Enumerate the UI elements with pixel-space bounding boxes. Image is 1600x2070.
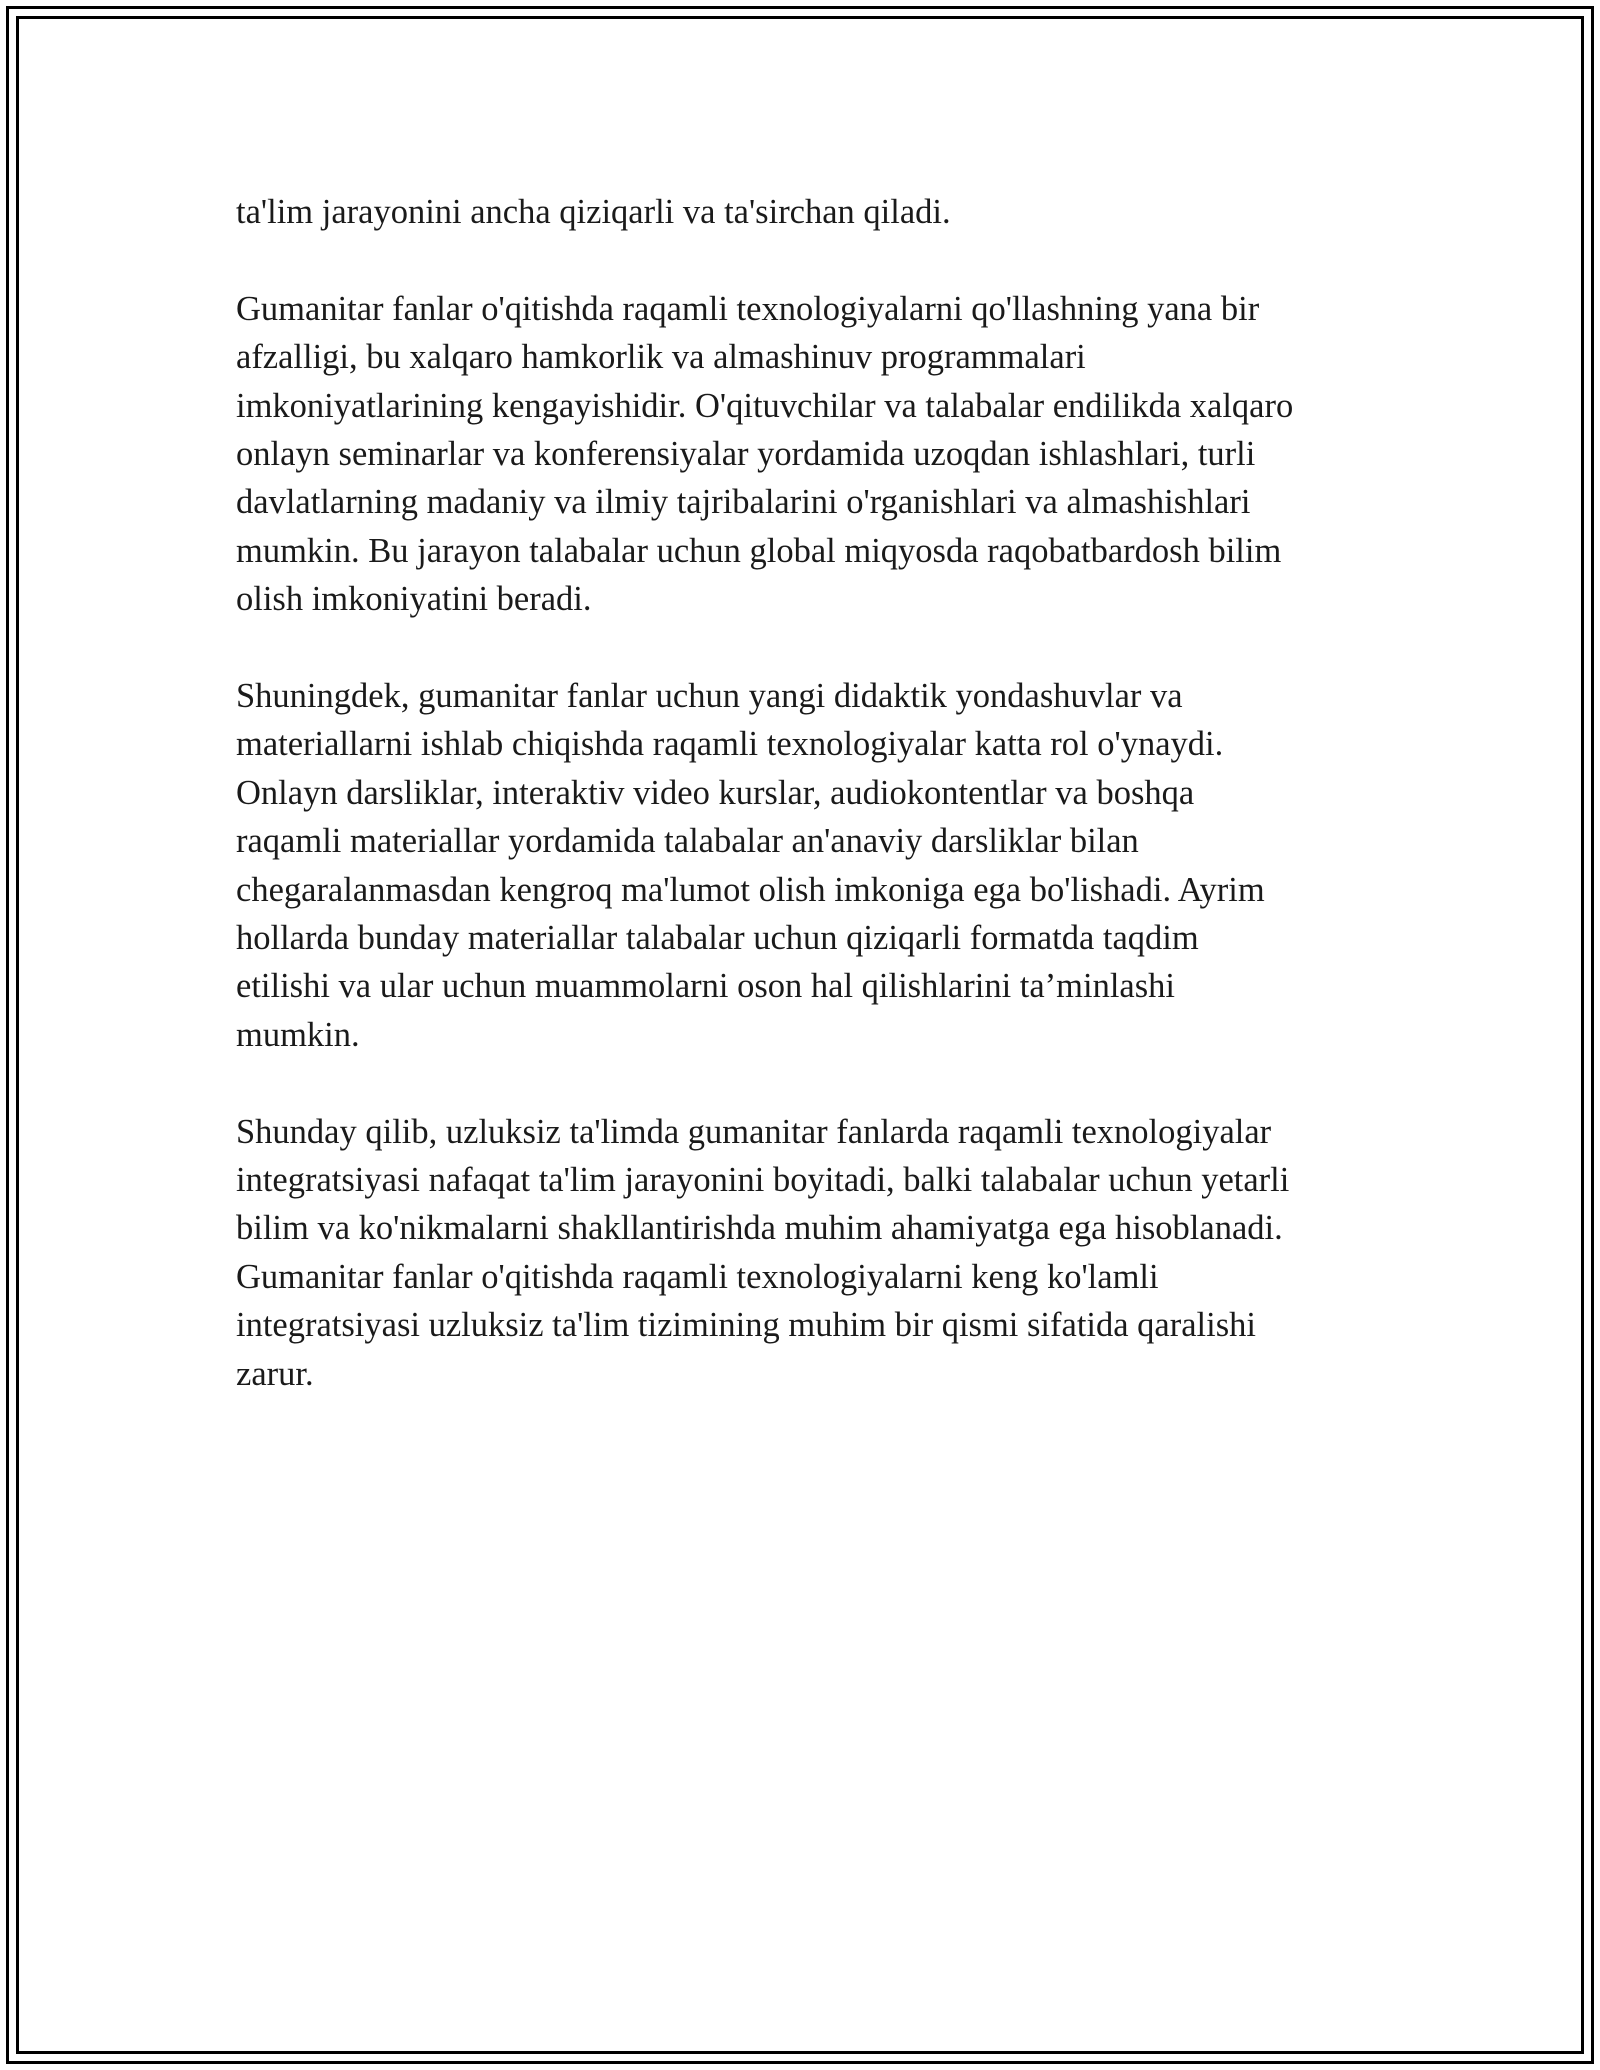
text-line: Shunday qilib, uzluksiz ta'limda gumanitar fanlarda raqamli texnologiyalar <box>236 1112 1272 1151</box>
text-line: hollarda bunday materiallar talabalar uchun qiziqarli formatda taqdim <box>236 919 1199 958</box>
paragraph-2 <box>236 285 1366 624</box>
paragraph-3 <box>236 672 1366 1059</box>
text-line: bilim va ko'nikmalarni shakllantirishda muhim ahamiyatga ega hisoblanadi. <box>236 1209 1283 1248</box>
text-line: integratsiyasi nafaqat ta'lim jarayonini boyitadi, balki talabalar uchun yetarli <box>236 1161 1290 1200</box>
text-line: mumkin. Bu jarayon talabalar uchun global miqyosda raqobatbardosh bilim <box>236 531 1282 570</box>
text-line: materiallarni ishlab chiqishda raqamli texnologiyalar katta rol o'ynaydi. <box>236 725 1224 764</box>
text-line: etilishi va ular uchun muammolarni oson hal qilishlarini ta’minlashi <box>236 967 1175 1006</box>
paragraph-1 <box>236 188 1366 236</box>
text-line: davlatlarning madaniy va ilmiy tajribalarini o'rganishlari va almashishlari <box>236 483 1251 522</box>
text-line: raqamli materiallar yordamida talabalar an'anaviy darsliklar bilan <box>236 822 1139 861</box>
text-line: zarur. <box>236 1354 314 1393</box>
paragraph-4 <box>236 1108 1366 1398</box>
text-line: chegaralanmasdan kengroq ma'lumot olish imkoniga ega bo'lishadi. Ayrim <box>236 870 1265 909</box>
text-line: onlayn seminarlar va konferensiyalar yordamida uzoqdan ishlashlari, turli <box>236 435 1256 474</box>
text-line: Gumanitar fanlar o'qitishda raqamli texnologiyalarni qo'llashning yana bir <box>236 289 1260 328</box>
text-line: Gumanitar fanlar o'qitishda raqamli texnologiyalarni keng ko'lamli <box>236 1257 1159 1296</box>
document-body <box>236 188 1366 1447</box>
text-line: olish imkoniyatini beradi. <box>236 580 592 619</box>
text-line: ta'lim jarayonini ancha qiziqarli va ta'sirchan qiladi. <box>236 193 951 231</box>
text-line: Onlayn darsliklar, interaktiv video kurslar, audiokontentlar va boshqa <box>236 773 1195 812</box>
text-line: imkoniyatlarining kengayishidir. O'qituvchilar va talabalar endilikda xalqaro <box>236 386 1294 425</box>
text-line: afzalligi, bu xalqaro hamkorlik va almashinuv programmalari <box>236 338 1086 377</box>
text-line: integratsiyasi uzluksiz ta'lim tizimining muhim bir qismi sifatida qaralishi <box>236 1306 1256 1345</box>
text-line: Shuningdek, gumanitar fanlar uchun yangi didaktik yondashuvlar va <box>236 677 1183 716</box>
text-line: mumkin. <box>236 1015 360 1054</box>
